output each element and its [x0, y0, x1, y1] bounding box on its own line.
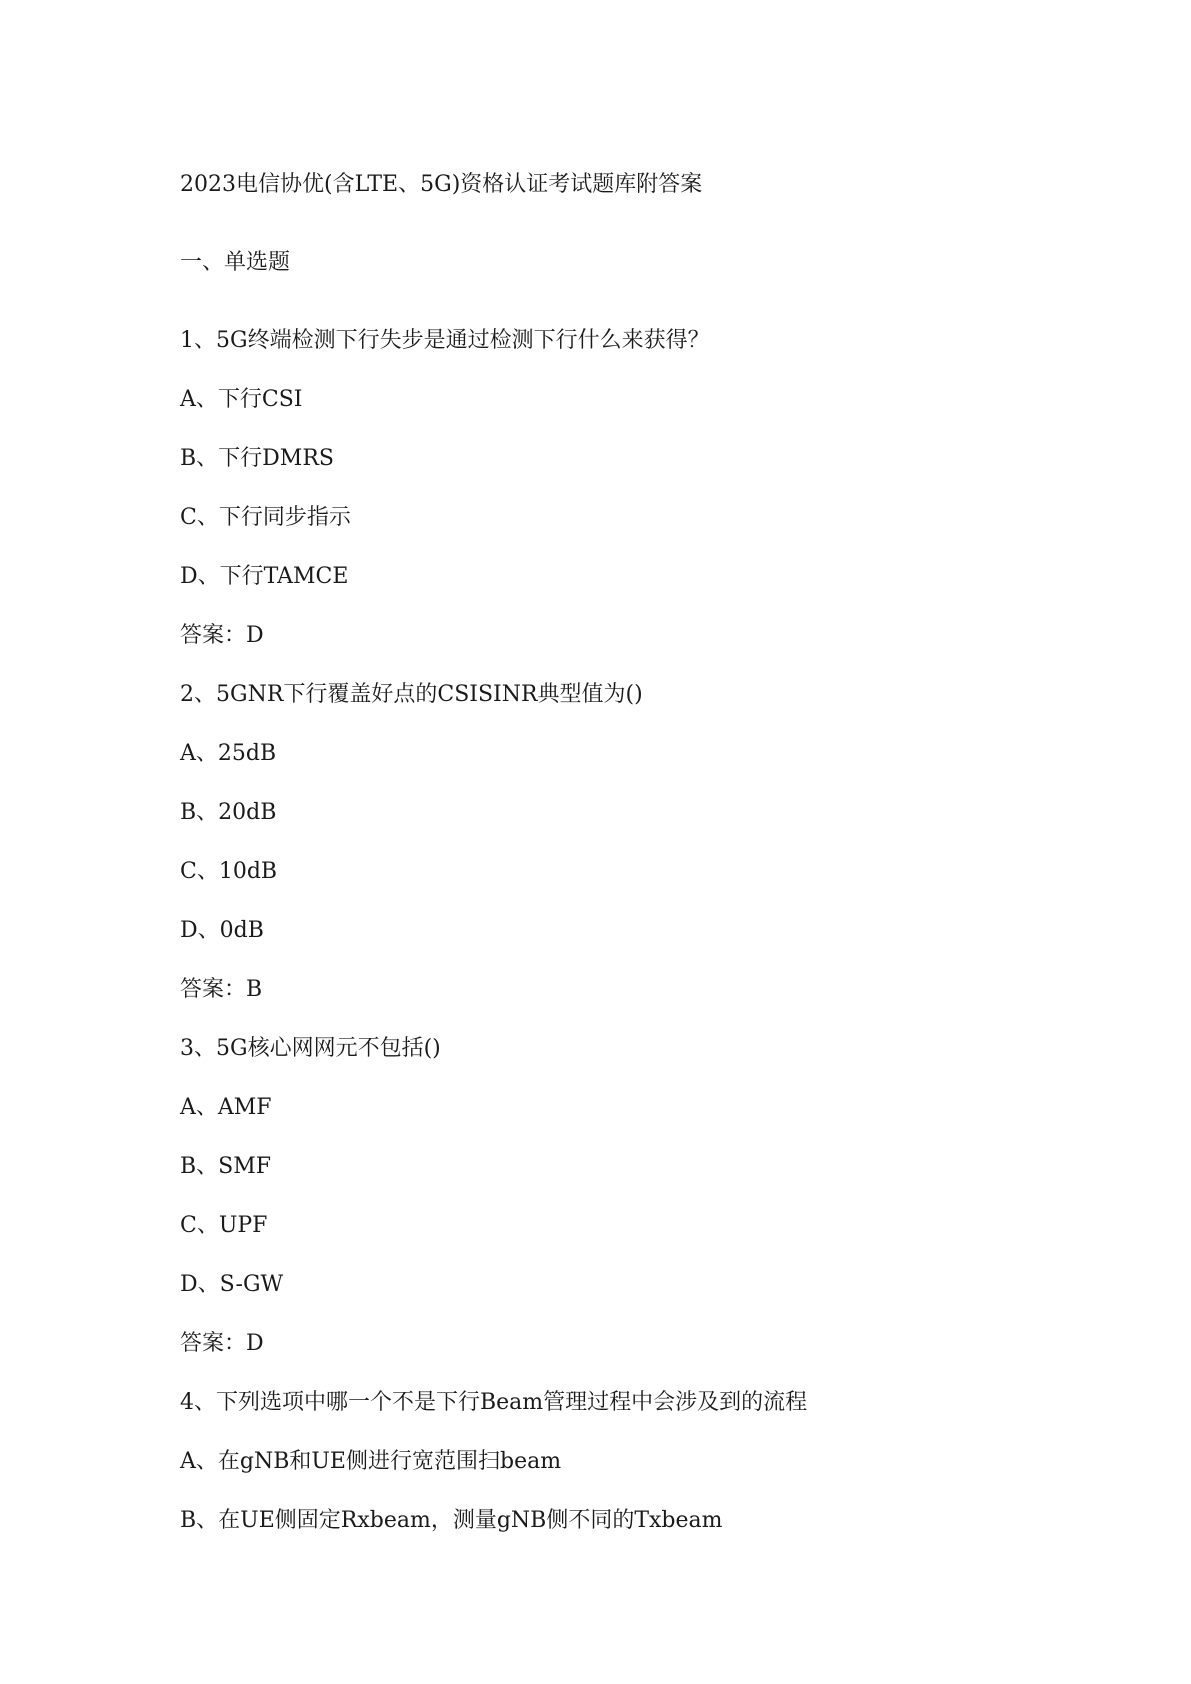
option-d: D、0dB	[180, 918, 264, 943]
option-d: D、下行TAMCE	[180, 564, 349, 589]
question-stem: 2、5GNR下行覆盖好点的CSISINR典型值为()	[180, 682, 643, 707]
option-d: D、S-GW	[180, 1272, 284, 1297]
option-c: C、10dB	[180, 859, 278, 884]
option-b: B、20dB	[180, 800, 277, 825]
document-title: 2023电信协优(含LTE、5G)资格认证考试题库附答案	[180, 172, 703, 197]
option-a: A、AMF	[180, 1095, 272, 1120]
question-stem: 4、下列选项中哪一个不是下行Beam管理过程中会涉及到的流程	[180, 1390, 808, 1415]
option-c: C、下行同步指示	[180, 505, 351, 530]
answer-line: 答案：B	[180, 977, 263, 1002]
answer-line: 答案：D	[180, 623, 264, 648]
option-a: A、下行CSI	[180, 387, 303, 412]
section-heading: 一、单选题	[180, 250, 291, 275]
option-b: B、在UE侧固定Rxbeam，测量gNB侧不同的Txbeam	[180, 1508, 723, 1533]
option-a: A、在gNB和UE侧进行宽范围扫beam	[180, 1449, 562, 1474]
question-stem: 3、5G核心网网元不包括()	[180, 1036, 441, 1061]
question-stem: 1、5G终端检测下行失步是通过检测下行什么来获得？	[180, 328, 710, 353]
option-c: C、UPF	[180, 1213, 268, 1238]
option-b: B、下行DMRS	[180, 446, 334, 471]
option-a: A、25dB	[180, 741, 277, 766]
answer-line: 答案：D	[180, 1331, 264, 1356]
option-b: B、SMF	[180, 1154, 272, 1179]
